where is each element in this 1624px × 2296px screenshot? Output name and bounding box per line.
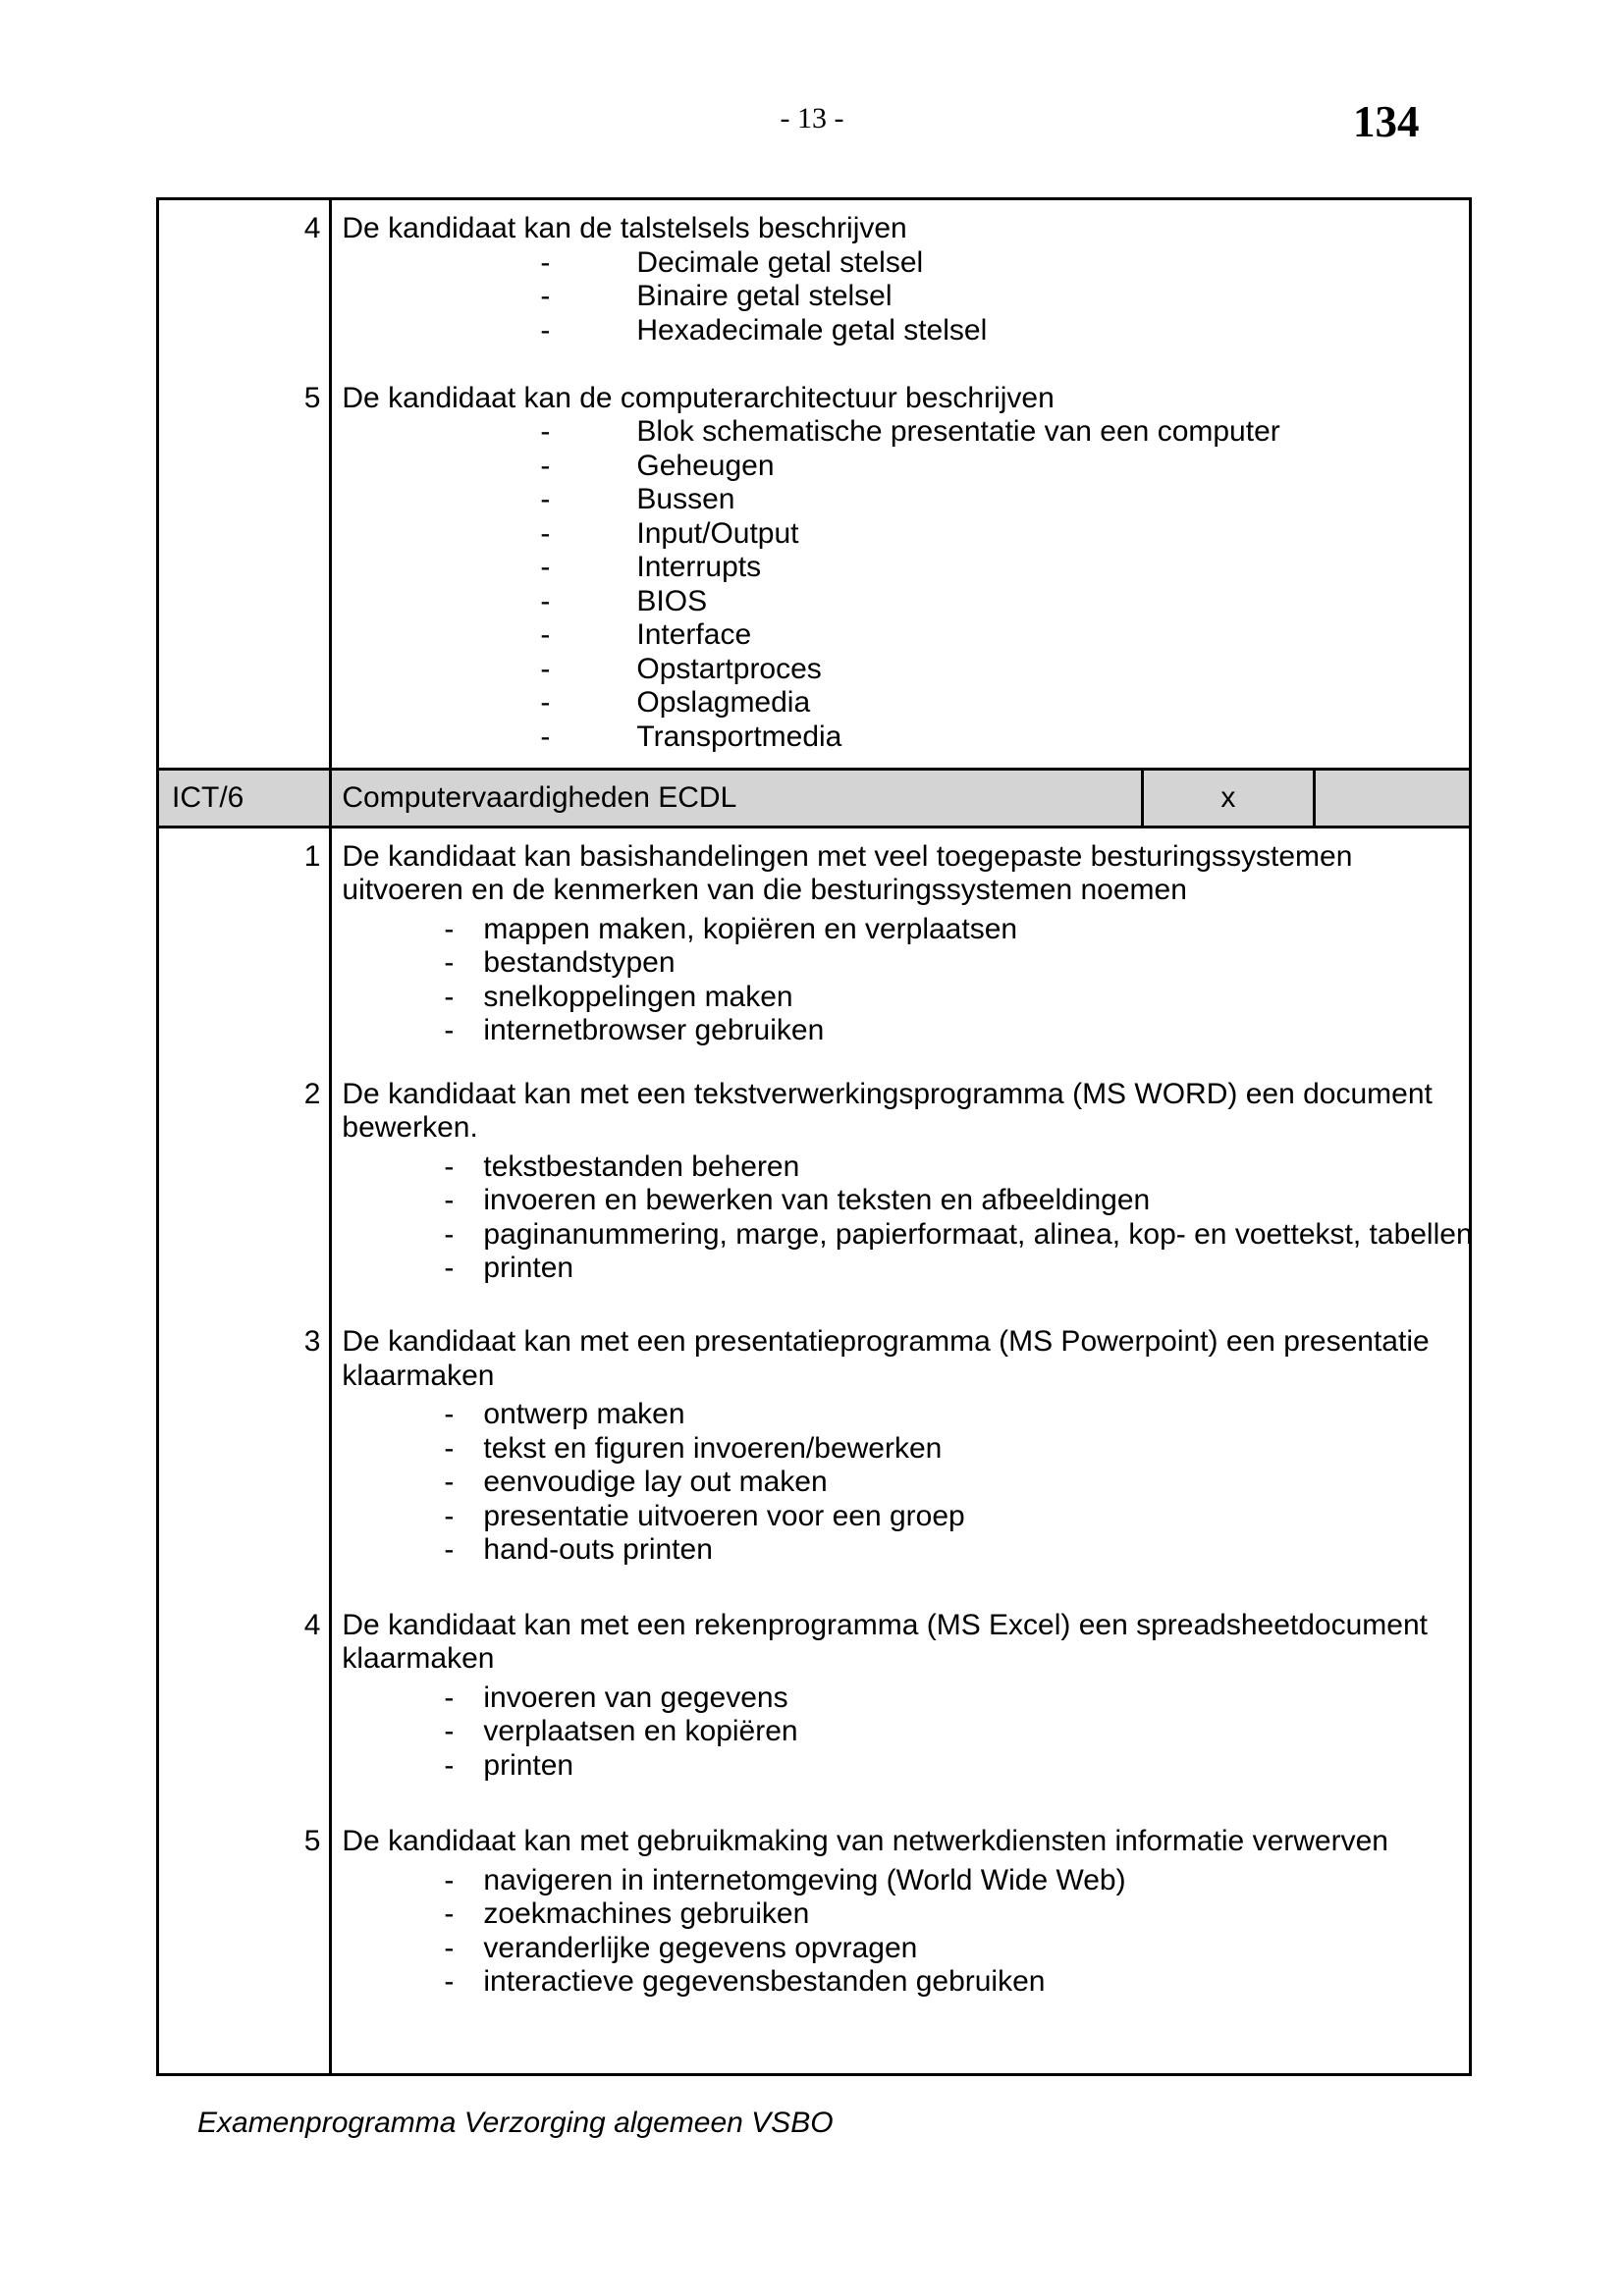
bullet-item (342, 517, 1469, 552)
requirement-description-cell (331, 1823, 1471, 2074)
requirement-description-cell (331, 1076, 1471, 1323)
bullet-item (342, 653, 1469, 687)
bullet-text: Opstartproces (636, 652, 822, 685)
section-header-row (158, 769, 1471, 827)
bullet-item (342, 246, 1469, 281)
bullet-text: printen (483, 1252, 574, 1285)
bullet-item (342, 1749, 1469, 1784)
requirement-description-cell (331, 199, 1471, 381)
section-code: ICT/6 (172, 780, 244, 814)
bullet-dash: - (444, 1931, 455, 1964)
section-mark-cell (1143, 769, 1314, 827)
requirement-heading-line: De kandidaat kan met een rekenprogramma (MS Excel) een spreadsheetdocument (342, 1608, 1428, 1641)
bullet-dash: - (444, 1748, 455, 1782)
bullet-item (342, 1864, 1469, 1898)
bullet-dash: - (540, 415, 551, 449)
bullet-item (342, 1217, 1473, 1253)
bullet-text: tekstbestanden beheren (483, 1149, 800, 1183)
bullet-text: mappen maken, kopiëren en verplaatsen (483, 912, 1018, 945)
bullet-text: veranderlijke gegevens opvragen (483, 1931, 918, 1964)
section-extra-cell (1314, 769, 1470, 827)
bullet-list (342, 1864, 1469, 2000)
requirement-heading-line: De kandidaat kan met een presentatieprogramma (MS Powerpoint) een presentatie (342, 1325, 1430, 1359)
bullet-item (342, 1252, 1469, 1286)
requirement-number: 1 (303, 839, 321, 873)
requirement-description-cell (331, 1607, 1471, 1823)
requirement-heading-line: De kandidaat kan met een tekstverwerkingsprogramma (MS WORD) een document (342, 1077, 1433, 1110)
requirement-number: 4 (303, 1608, 321, 1641)
bullet-item (342, 1533, 1469, 1568)
page-number-right: 134 (1353, 97, 1420, 146)
curriculum-table (156, 197, 1472, 2076)
requirement-heading-line: De kandidaat kan de computerarchitectuur beschrijven (342, 381, 1055, 414)
bullet-dash: - (444, 1014, 455, 1047)
bullet-text: Hexadecimale getal stelsel (636, 313, 988, 347)
bullet-text: Binaire getal stelsel (636, 280, 893, 312)
requirement-row (158, 1823, 1471, 2074)
section-title-cell (331, 769, 1143, 827)
bullet-list (342, 246, 1469, 348)
bullet-dash: - (540, 686, 551, 720)
bullet-dash: - (444, 980, 455, 1013)
section-code-cell (158, 769, 331, 827)
bullet-dash: - (444, 1681, 455, 1714)
bullet-text: Transportmedia (636, 720, 842, 753)
bullet-text: Interrupts (636, 551, 762, 584)
bullet-dash: - (540, 483, 551, 516)
requirement-number-cell (158, 1823, 331, 2074)
bullet-dash: - (444, 912, 455, 945)
bullet-dash: - (540, 245, 551, 279)
bullet-dash: - (540, 313, 551, 347)
bullet-dash: - (444, 1533, 455, 1567)
bullet-text: Opslagmedia (636, 686, 811, 720)
bullet-item (342, 1932, 1469, 1966)
bullet-dash: - (444, 1499, 455, 1532)
section-title: Computervaardigheden ECDL (342, 780, 737, 814)
requirement-heading-line: klaarmaken (342, 1359, 495, 1392)
requirement-number-cell (158, 1607, 331, 1823)
bullet-text: Bussen (636, 483, 735, 516)
bullet-text: BIOS (636, 584, 708, 617)
bullet-text: eenvoudige lay out maken (483, 1466, 828, 1499)
bullet-item (342, 981, 1469, 1015)
requirement-number-cell (158, 827, 331, 1075)
bullet-dash: - (444, 1184, 455, 1217)
bullet-list (342, 415, 1469, 754)
bullet-dash: - (540, 584, 551, 617)
bullet-text: printen (483, 1748, 574, 1782)
bullet-text: zoekmachines gebruiken (483, 1897, 810, 1931)
bullet-item (342, 483, 1469, 517)
requirement-description-cell (331, 1323, 1471, 1606)
bullet-dash: - (444, 1965, 455, 1999)
bullet-text: ontwerp maken (483, 1398, 685, 1431)
bullet-text: presentatie uitvoeren voor een groep (483, 1499, 965, 1532)
bullet-list (342, 913, 1469, 1048)
requirement-row (158, 1607, 1471, 1823)
bullet-dash: - (444, 1149, 455, 1183)
bullet-dash: - (444, 1252, 455, 1285)
bullet-item (342, 1466, 1469, 1500)
bullet-dash: - (444, 946, 455, 980)
requirement-number: 4 (303, 212, 321, 244)
requirement-row (158, 381, 1471, 770)
requirement-heading-line: uitvoeren en de kenmerken van die besturingssystemen noemen (342, 874, 1187, 907)
bullet-text: snelkoppelingen maken (483, 980, 793, 1013)
bullet-item (342, 1897, 1469, 1932)
bullet-item (342, 450, 1469, 484)
bullet-item (342, 686, 1469, 721)
bullet-item (342, 946, 1469, 981)
requirement-heading-line: bewerken. (342, 1111, 478, 1145)
bullet-dash: - (540, 618, 551, 652)
bullet-text: internetbrowser gebruiken (483, 1014, 825, 1047)
bullet-dash: - (540, 551, 551, 584)
requirement-number: 5 (303, 381, 321, 414)
bullet-text: Blok schematische presentatie van een computer (636, 415, 1280, 449)
bullet-dash: - (444, 1398, 455, 1431)
requirement-number-cell (158, 1076, 331, 1323)
bullet-item (342, 1500, 1469, 1534)
requirement-row (158, 1076, 1471, 1323)
bullet-dash: - (540, 449, 551, 482)
bullet-list (342, 1682, 1469, 1784)
requirement-description-cell (331, 827, 1471, 1075)
bullet-text: bestandstypen (483, 946, 676, 980)
bullet-dash: - (540, 720, 551, 753)
requirement-heading-line: De kandidaat kan de talstelsels beschrijven (342, 212, 907, 244)
requirement-number-cell (158, 199, 331, 381)
requirement-row (158, 1323, 1471, 1606)
bullet-list (342, 1149, 1473, 1286)
bullet-item (342, 1965, 1469, 2000)
bullet-item (342, 618, 1469, 653)
bullet-text: interactieve gegevensbestanden gebruiken (483, 1965, 1046, 1999)
bullet-item (342, 913, 1469, 947)
bullet-dash: - (444, 1431, 455, 1465)
requirement-heading-line: De kandidaat kan basishandelingen met veel toegepaste besturingssystemen (342, 839, 1353, 873)
footer-caption: Examenprogramma Verzorging algemeen VSBO (197, 2107, 834, 2139)
bullet-item (342, 1014, 1469, 1048)
requirement-row (158, 199, 1471, 381)
requirement-heading-line: klaarmaken (342, 1642, 495, 1676)
bullet-text: Decimale getal stelsel (636, 245, 924, 279)
page-number-center: - 13 - (780, 102, 844, 134)
bullet-dash: - (444, 1863, 455, 1896)
bullet-text: navigeren in internetomgeving (World Wide Web) (483, 1863, 1126, 1896)
bullet-dash: - (444, 1217, 455, 1251)
bullet-item (342, 1184, 1469, 1218)
bullet-item (342, 721, 1469, 755)
bullet-list (342, 1398, 1469, 1568)
requirement-number-cell (158, 1323, 331, 1606)
bullet-item (342, 314, 1469, 348)
bullet-dash: - (540, 516, 551, 550)
bullet-item (342, 280, 1469, 314)
requirement-row (158, 827, 1471, 1075)
requirement-number: 2 (303, 1077, 321, 1110)
section-mark: x (1220, 780, 1236, 814)
requirement-description-cell (331, 381, 1471, 770)
bullet-dash: - (444, 1715, 455, 1748)
bullet-item (342, 1398, 1469, 1432)
requirement-number-cell (158, 381, 331, 770)
bullet-dash: - (444, 1897, 455, 1931)
bullet-dash: - (540, 280, 551, 312)
bullet-text: hand-outs printen (483, 1533, 713, 1567)
bullet-item (342, 1432, 1469, 1467)
requirement-number: 5 (303, 1825, 321, 1858)
bullet-text: tekst en figuren invoeren/bewerken (483, 1431, 943, 1465)
bullet-dash: - (540, 652, 551, 685)
bullet-text: invoeren van gegevens (483, 1681, 788, 1714)
requirement-heading-line: De kandidaat kan met gebruikmaking van netwerkdiensten informatie verwerven (342, 1825, 1388, 1858)
bullet-item (342, 415, 1469, 450)
bullet-item (342, 585, 1469, 619)
bullet-text: paginanummering, marge, papierformaat, alinea, kop- en voettekst, tabellen (483, 1217, 1473, 1251)
bullet-item (342, 1682, 1469, 1716)
requirement-number: 3 (303, 1325, 321, 1359)
bullet-item (342, 1715, 1469, 1749)
bullet-text: Interface (636, 618, 752, 652)
bullet-item (342, 1150, 1469, 1185)
bullet-item (342, 551, 1469, 585)
bullet-dash: - (444, 1466, 455, 1499)
bullet-text: invoeren en bewerken van teksten en afbeeldingen (483, 1184, 1151, 1217)
bullet-text: Input/Output (636, 516, 799, 550)
bullet-text: Geheugen (636, 449, 775, 482)
bullet-text: verplaatsen en kopiëren (483, 1715, 798, 1748)
